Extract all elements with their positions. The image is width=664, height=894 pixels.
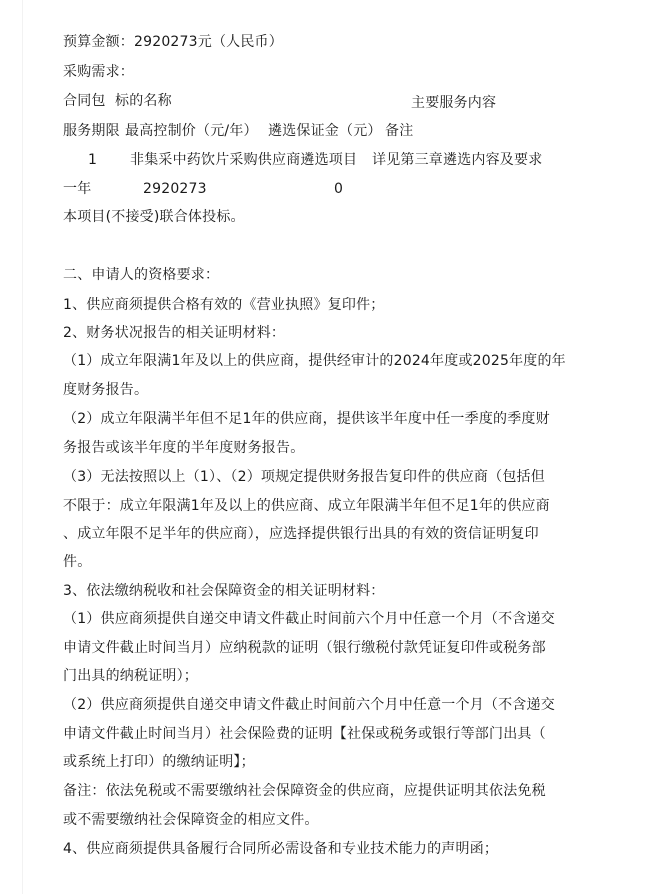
table-header-max-price: 最高控制价（元/年） [125,123,258,139]
item-3-note-line-a: 备注：依法免税或不需要缴纳社会保障资金的供应商，应提供证明其依法免税 [63,783,546,799]
item-3-2-line-a: （2）供应商须提供自递交申请文件截止时间前六个月中任意一个月（不含递交 [63,697,555,713]
table-header-target-name: 标的名称 [115,93,172,109]
table-header-lot: 合同包 [63,93,106,109]
table-header-deposit: 遴选保证金（元） [268,123,382,139]
table-row1-lot: 1 [88,152,98,168]
item-3-1-line-c: 门出具的纳税证明）； [63,668,198,684]
item-2-3-line-b: 不限于：成立年限满1年及以上的供应商、成立年限满半年但不足1年的供应商 [63,498,550,514]
item-2-2-line-b: 务报告或该半年度的半年度财务报告。 [63,440,305,456]
table-row2-price: 2920273 [143,181,207,197]
page-edge [22,0,23,894]
item-2: 2、财务状况报告的相关证明材料： [63,325,286,341]
table-row2-period: 一年 [63,181,92,197]
item-2-3-line-d: 件。 [63,554,92,570]
item-2-1-line-b: 度财务报告。 [63,382,149,398]
table-header-service-period: 服务期限 [63,123,120,139]
item-2-3-line-c: 、成立年限不足半年的供应商），应选择提供银行出具的有效的资信证明复印 [63,526,539,542]
table-header-main-content: 主要服务内容 [411,95,497,111]
consortium-note: 本项目(不接受)联合体投标。 [63,209,245,225]
item-2-1-line-a: （1）成立年限满1年及以上的供应商，提供经审计的2024年度或2025年度的年 [63,353,566,369]
item-3-2-line-b: 申请文件截止时间当月）社会保险费的证明【社保或税务或银行等部门出具（ [63,726,546,742]
table-header-remark: 备注 [385,123,414,139]
item-4: 4、供应商须提供具备履行合同所必需设备和专业技术能力的声明函； [63,841,499,857]
item-2-3-line-a: （3）无法按照以上（1）、（2）项规定提供财务报告复印件的供应商（包括但 [63,469,545,485]
item-2-2-line-a: （2）成立年限满半年但不足1年的供应商，提供该半年度中任一季度的季度财 [63,411,550,427]
table-row2-deposit: 0 [334,181,344,197]
table-row1-main-content: 详见第三章遴选内容及要求 [372,152,543,168]
item-3-note-line-b: 或不需要缴纳社会保障资金的相应文件。 [63,812,319,828]
item-1: 1、供应商须提供合格有效的《营业执照》复印件； [63,297,385,313]
section2-title: 二、申请人的资格要求： [63,267,220,283]
item-3: 3、依法缴纳税收和社会保障资金的相关证明材料： [63,583,385,599]
item-3-2-line-c: 或系统上打印）的缴纳证明】； [63,754,255,770]
item-3-1-line-b: 申请文件截止时间当月）应纳税款的证明（银行缴税付款凭证复印件或税务部 [63,640,546,656]
budget-line: 预算金额：2920273元（人民币） [63,34,283,50]
procurement-need-heading: 采购需求： [63,64,134,80]
table-row1-target-name: 非集采中药饮片采购供应商遴选项目 [130,152,358,168]
item-3-1-line-a: （1）供应商须提供自递交申请文件截止时间前六个月中任意一个月（不含递交 [63,611,555,627]
